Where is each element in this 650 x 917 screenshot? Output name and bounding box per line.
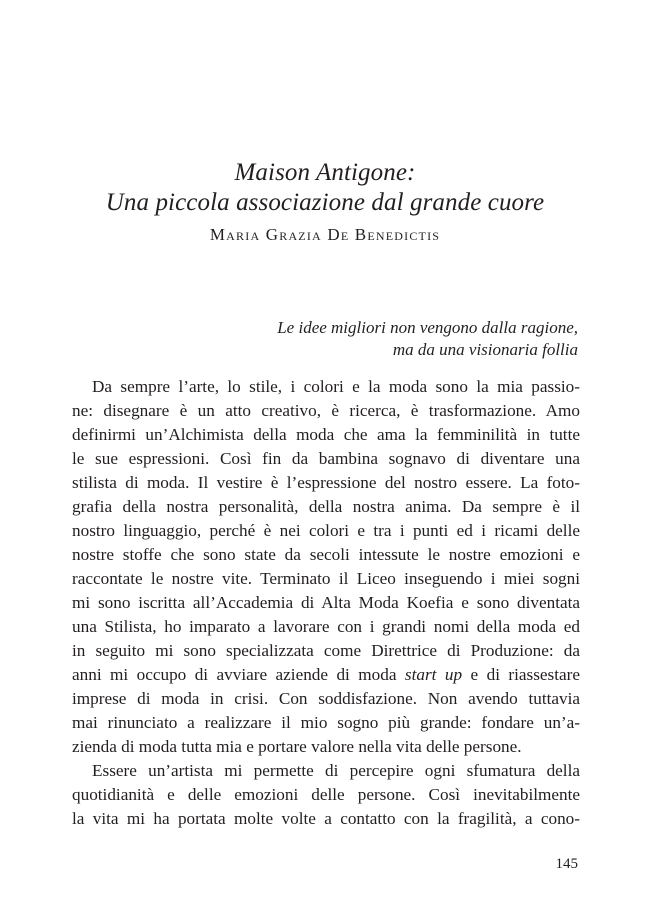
body-line-16: zienda di moda tutta mia e portare valore nella vita delle persone.: [72, 737, 522, 756]
body-line-19: la vita mi ha portata molte volte a contatto con la fragilità, a cono-: [72, 809, 580, 828]
body-line-4: le sue espressioni. Così fin da bambina sognavo di diventare una: [72, 449, 580, 468]
body-line-6: grafia della nostra personalità, della nostra anima. Da sempre è il: [72, 497, 580, 516]
body-line-15: mai rinunciato a realizzare il mio sogno più grande: fondare un’a-: [72, 713, 580, 732]
body-line-10: mi sono iscritta all’Accademia di Alta Moda Koefia e sono diventata: [72, 593, 580, 612]
chapter-author: Maria Grazia De Benedictis: [209, 225, 441, 244]
chapter-title-line-2: Una piccola associazione dal grande cuore: [105, 189, 545, 216]
body-line-2: ne: disegnare è un atto creativo, è ricerca, è trasformazione. Amo: [72, 401, 580, 420]
body-line-7: nostro linguaggio, perché è nei colori e tra i punti ed i ricami delle: [72, 521, 580, 540]
page-number: 145: [555, 856, 578, 872]
body-line-3: definirmi un’Alchimista della moda che ama la femminilità in tutte: [72, 425, 580, 444]
body-line-1: Da sempre l’arte, lo stile, i colori e la moda sono la mia passio-: [92, 377, 580, 396]
body-line-13-tail: e di riassestare: [470, 665, 581, 684]
epigraph-line-2: ma da una visionaria follia: [392, 340, 578, 359]
body-line-17: Essere un’artista mi permette di percepire ogni sfumatura della: [92, 761, 580, 780]
body-line-5: stilista di moda. Il vestire è l’espressione del nostro essere. La foto-: [72, 473, 580, 492]
body-line-8: nostre stoffe che sono state da secoli intessute le nostre emozioni e: [72, 545, 580, 564]
body-line-18: quotidianità e delle emozioni delle persone. Così inevitabilmente: [72, 785, 580, 804]
body-line-9: raccontate le nostre vite. Terminato il Liceo inseguendo i miei sogni: [72, 569, 580, 588]
body-line-13: [72, 664, 580, 686]
body-line-13-text: anni mi occupo di avviare aziende di moda: [72, 665, 397, 684]
start-up-italic: start up: [404, 665, 463, 684]
body-line-11: una Stilista, ho imparato a lavorare con i grandi nomi della moda ed: [72, 617, 580, 636]
chapter-title-line-1: Maison Antigone:: [234, 159, 416, 186]
body-line-12: in seguito mi sono specializzata come Direttrice di Produzione: da: [72, 641, 580, 660]
body-line-14: imprese di moda in crisi. Con soddisfazione. Non avendo tuttavia: [72, 689, 580, 708]
epigraph-line-1: Le idee migliori non vengono dalla ragione,: [277, 318, 578, 337]
